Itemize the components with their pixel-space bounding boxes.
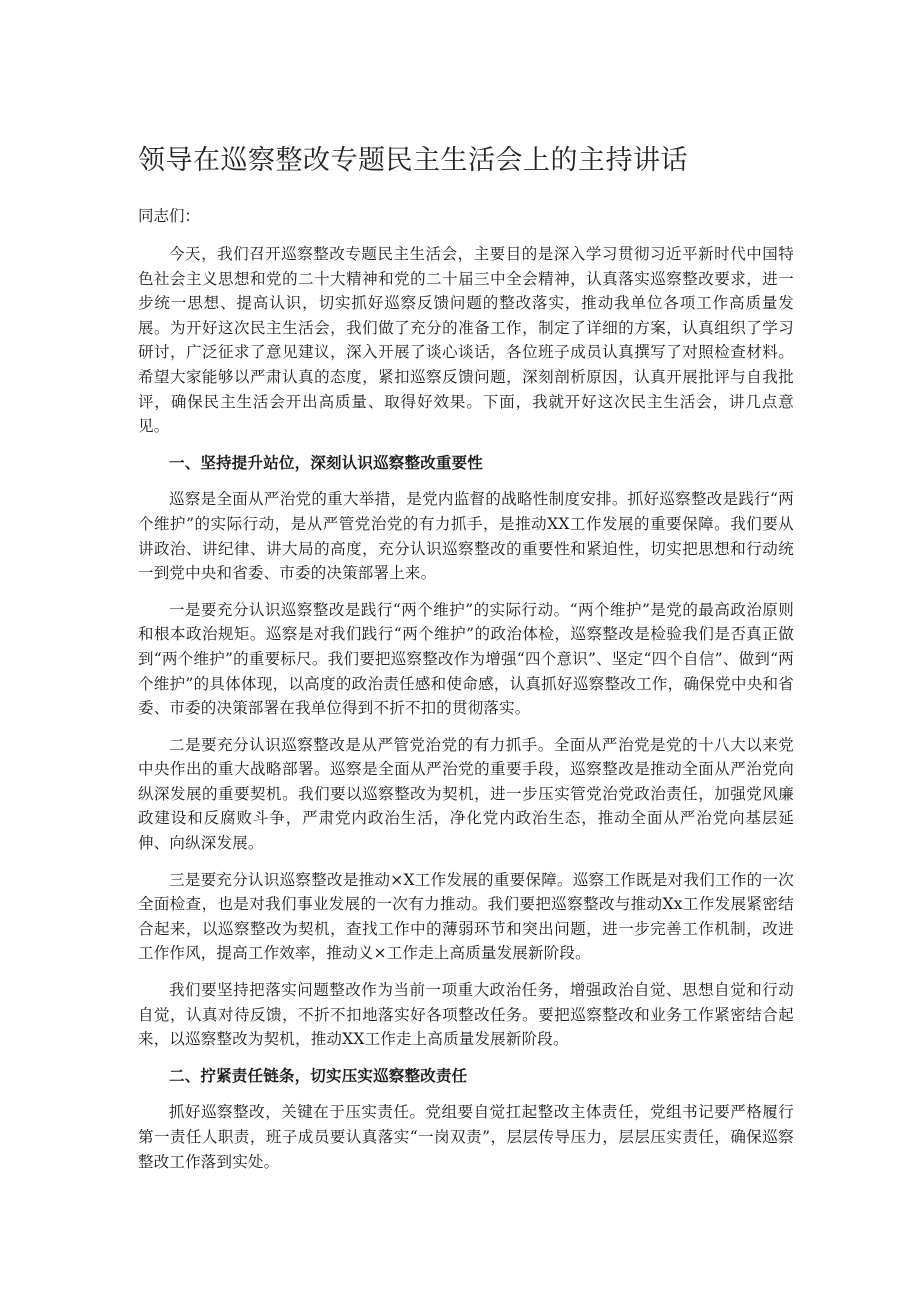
section-1-paragraph-2: 一是要充分认识巡察整改是践行“两个维护”的实际行动。“两个维护”是党的最高政治原则和根本政治规矩。巡察是对我们践行“两个维护”的政治体检，巡察整改是检验我们是否真正做到“两个维护”的重要标尺。我们要把巡察整改作为增强“四个意识”、坚定“四个自信”、做到“两个维护”的具体体现，以高度的政治责任感和使命感，认真抓好巡察整改工作，确保党中央和省委、市委的决策部署在我单位得到不折不扣的贯彻落实。 — [138, 600, 794, 718]
salutation: 同志们： — [138, 207, 201, 225]
document-page — [138, 140, 794, 1186]
section-2-paragraph-1: 抓好巡察整改，关键在于压实责任。党组要自觉扛起整改主体责任，党组书记要严格履行第一责任人职责，班子成员要认真落实“一岗双责”，层层传导压力，层层压实责任，确保巡察整改工作落到实处。 — [138, 1103, 794, 1171]
section-heading-1: 一、坚持提升站位，深刻认识巡察整改重要性 — [169, 453, 484, 472]
section-1-paragraph-3: 二是要充分认识巡察整改是从严管党治党的有力抓手。全面从严治党是党的十八大以来党中央作出的重大战略部署。巡察是全面从严治党的重要手段，巡察整改是推动全面从严治党向纵深发展的重要契机。我们要以巡察整改为契机，进一步压实管党治党政治责任，加强党风廉政建设和反腐败斗争，严肃党内政治生活，净化党内政治生态，推动全面从严治党向基层延伸、向纵深发展。 — [138, 735, 794, 853]
document-title: 领导在巡察整改专题民主生活会上的主持讲话 — [138, 145, 688, 176]
intro-paragraph: 今天，我们召开巡察整改专题民主生活会，主要目的是深入学习贯彻习近平新时代中国特色社会主义思想和党的二十大精神和党的二十届三中全会精神，认真落实巡察整改要求，进一步统一思想、提高认识，切实抓好巡察反馈问题的整改落实，推动我单位各项工作高质量发展。为开好这次民主生活会，我们做了充分的准备工作，制定了详细的方案，认真组织了学习研讨，广泛征求了意见建议，深入开展了谈心谈话，各位班子成员认真撰写了对照检查材料。希望大家能够以严肃认真的态度，紧扣巡察反馈问题，深刻剖析原因，认真开展批评与自我批评，确保民主生活会开出高质量、取得好效果。下面，我就开好这次民主生活会，讲几点意见。 — [138, 245, 794, 436]
section-1-paragraph-4: 三是要充分认识巡察整改是推动×X工作发展的重要保障。巡察工作既是对我们工作的一次全面检查，也是对我们事业发展的一次有力推动。我们要把巡察整改与推动Xx工作发展紧密结合起来，以巡察整改为契机，查找工作中的薄弱环节和突出问题，进一步完善工作机制，改进工作作风，提高工作效率，推动义×工作走上高质量发展新阶段。 — [138, 870, 794, 963]
section-1-paragraph-1: 巡察是全面从严治党的重大举措，是党内监督的战略性制度安排。抓好巡察整改是践行“两个维护”的实际行动，是从严管党治党的有力抓手，是推动XX工作发展的重要保障。我们要从讲政治、讲纪律、讲大局的高度，充分认识巡察整改的重要性和紧迫性，切实把思想和行动统一到党中央和省委、市委的决策部署上来。 — [138, 490, 794, 583]
section-heading-2: 二、拧紧责任链条，切实压实巡察整改责任 — [169, 1066, 468, 1085]
section-1-paragraph-5: 我们要坚持把落实问题整改作为当前一项重大政治任务，增强政治自觉、思想自觉和行动自觉，认真对待反馈，不折不扣地落实好各项整改任务。要把巡察整改和业务工作紧密结合起来，以巡察整改为契机，推动XX工作走上高质量发展新阶段。 — [138, 981, 794, 1049]
